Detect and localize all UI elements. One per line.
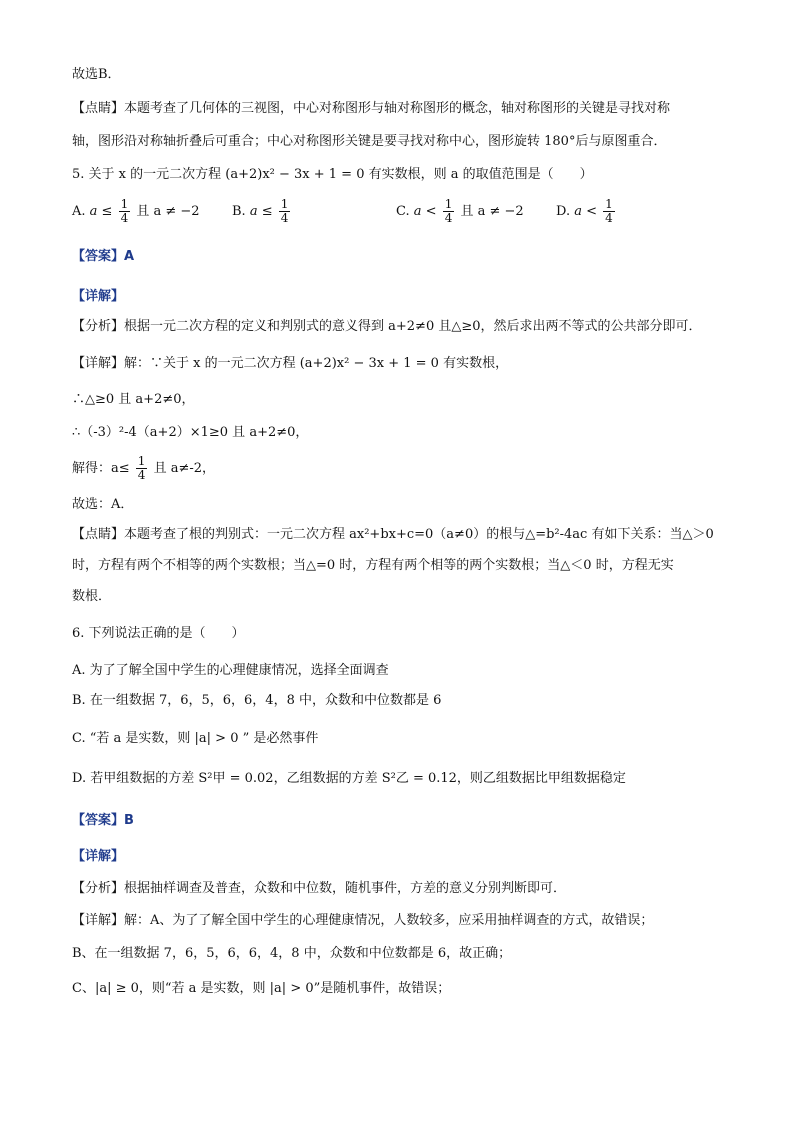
option-expr: 且 a ≠ −2	[460, 204, 524, 219]
solution-line	[72, 455, 215, 482]
answer-label: 【答案】A	[72, 249, 135, 264]
solution-line: 故选：A．	[72, 497, 134, 512]
q6-option-a: A. 为了了解全国中学生的心理健康情况，选择全面调查	[72, 663, 389, 678]
option-letter: A.	[72, 204, 86, 219]
option-letter: D.	[556, 204, 571, 219]
text-line: 故选B．	[72, 67, 121, 82]
q5-option-a	[72, 198, 200, 225]
q5-option-b	[232, 198, 292, 225]
point-line: 数根．	[72, 589, 112, 604]
q6-option-b: B. 在一组数据 7，6，5，6，6，4，8 中，众数和中位数都是 6	[72, 693, 442, 708]
solution-line: ∴△≥0 且 a+2≠0，	[72, 392, 195, 407]
fraction	[136, 455, 148, 482]
option-expr: a ≤	[89, 204, 113, 219]
frac-denominator: 4	[444, 211, 453, 225]
solution-line: 【详解】解：∵关于 x 的一元二次方程 (a+2)x² − 3x + 1 = 0 有实数根，	[72, 356, 509, 371]
frac-numerator: 1	[280, 197, 289, 211]
solution-line: C、|a| ≥ 0，则“若 a 是实数，则 |a| > 0”是随机事件，故错误；	[72, 981, 451, 996]
option-letter: B.	[232, 204, 246, 219]
option-expr: 且 a ≠ −2	[136, 204, 200, 219]
frac-denominator: 4	[137, 468, 146, 482]
solution-text: 解得：a≤	[72, 461, 130, 476]
question-6: 6. 下列说法正确的是（ ）	[72, 626, 245, 641]
question-5: 5. 关于 x 的一元二次方程 (a+2)x² − 3x + 1 = 0 有实数根，则 a 的取值范围是（ ）	[72, 167, 593, 182]
analysis-line: 【分析】根据抽样调查及普查，众数和中位数，随机事件，方差的意义分别判断即可．	[72, 881, 567, 896]
detail-label: 【详解】	[72, 849, 125, 864]
frac-denominator: 4	[280, 211, 289, 225]
solution-line: ∴（-3）²-4（a+2）×1≥0 且 a+2≠0，	[72, 425, 309, 440]
detail-label: 【详解】	[72, 289, 125, 304]
fraction	[119, 198, 131, 225]
frac-numerator: 1	[120, 197, 129, 211]
answer-label: 【答案】B	[72, 813, 134, 828]
q5-option-d	[556, 198, 617, 225]
frac-numerator: 1	[605, 197, 613, 211]
solution-text: 且 a≠-2，	[153, 461, 216, 476]
option-expr: a ≤	[249, 204, 273, 219]
fraction	[603, 198, 615, 225]
fraction	[443, 198, 455, 225]
frac-denominator: 4	[120, 211, 129, 225]
q6-option-c: C. “若 a 是实数，则 |a| > 0 ” 是必然事件	[72, 731, 319, 746]
option-letter: C.	[396, 204, 410, 219]
frac-denominator: 4	[605, 211, 613, 225]
text-line: 【点睛】本题考查了几何体的三视图，中心对称图形与轴对称图形的概念，轴对称图形的关键是寻找对称	[72, 101, 671, 116]
fraction	[279, 198, 291, 225]
text-line: 轴，图形沿对称轴折叠后可重合；中心对称图形关键是要寻找对称中心，图形旋转 180°后与原图重合．	[72, 134, 667, 149]
frac-numerator: 1	[137, 454, 146, 468]
q6-option-d: D. 若甲组数据的方差 S²甲 = 0.02，乙组数据的方差 S²乙 = 0.12，则乙组数据比甲组数据稳定	[72, 771, 626, 786]
option-expr: a <	[413, 204, 437, 219]
frac-numerator: 1	[444, 197, 453, 211]
point-line: 【点睛】本题考查了根的判别式：一元二次方程 ax²+bx+c=0（a≠0）的根与△=b²-4ac 有如下关系：当△＞0	[72, 527, 714, 542]
point-line: 时，方程有两个不相等的两个实数根；当△=0 时，方程有两个相等的两个实数根；当△＜0 时，方程无实	[72, 558, 674, 573]
option-expr: a <	[574, 204, 598, 219]
solution-line: B、在一组数据 7，6，5，6，6，4，8 中，众数和中位数都是 6，故正确；	[72, 946, 512, 961]
analysis-line: 【分析】根据一元二次方程的定义和判别式的意义得到 a+2≠0 且△≥0，然后求出两不等式的公共部分即可．	[72, 319, 702, 334]
q5-option-c	[396, 198, 524, 225]
solution-line: 【详解】解：A、为了了解全国中学生的心理健康情况，人数较多，应采用抽样调查的方式，故错误；	[72, 913, 654, 928]
